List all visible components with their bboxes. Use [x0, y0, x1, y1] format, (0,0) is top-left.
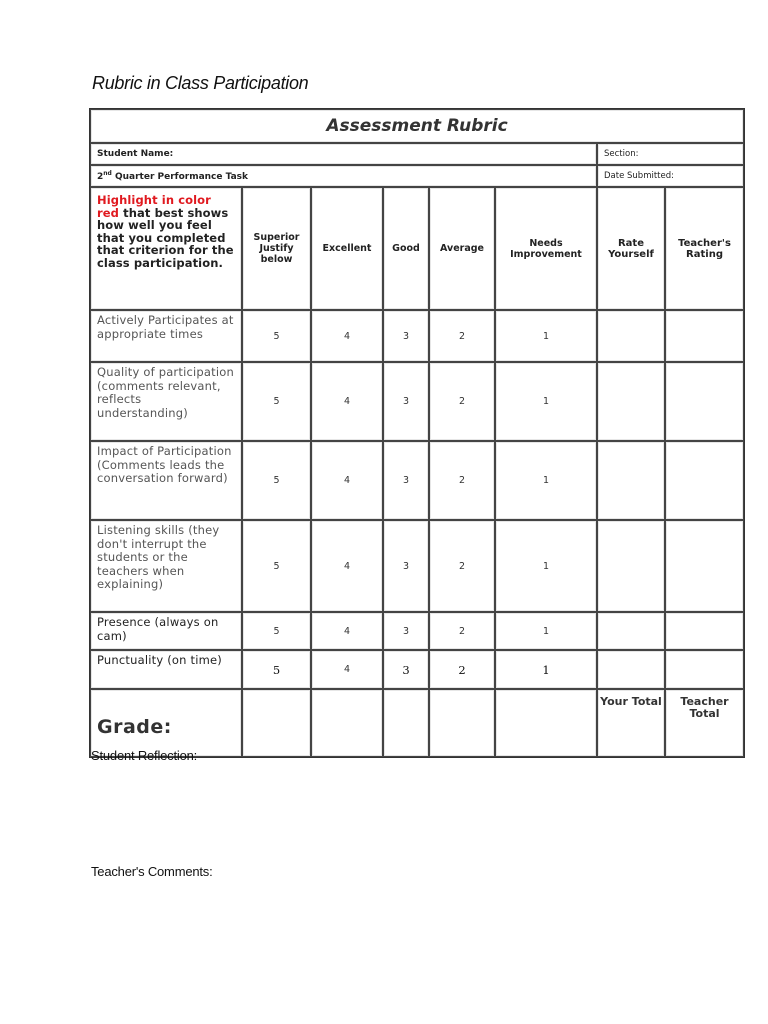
score-good[interactable]: 3: [383, 650, 429, 689]
rate-yourself-cell[interactable]: [597, 441, 665, 520]
score-needs-improvement[interactable]: 1: [495, 310, 597, 362]
header-average: Average: [429, 187, 495, 310]
score-good[interactable]: 3: [383, 310, 429, 362]
header-superior: Superior Justify below: [242, 187, 311, 310]
score-superior[interactable]: 5: [242, 612, 311, 650]
criterion-row: [90, 441, 744, 520]
score-superior[interactable]: 5: [242, 310, 311, 362]
score-excellent[interactable]: 4: [311, 441, 383, 520]
rate-yourself-cell[interactable]: [597, 520, 665, 612]
score-superior[interactable]: 5: [242, 650, 311, 689]
grade-excellent-cell[interactable]: [311, 689, 383, 757]
header-needs-improvement: Needs Improvement: [495, 187, 597, 310]
grade-label: Grade:: [90, 689, 242, 757]
rubric-banner: Assessment Rubric: [90, 109, 744, 143]
your-total-cell[interactable]: Your Total: [597, 689, 665, 757]
criterion-name: Impact of Participation (Comments leads the conversation forward): [90, 441, 242, 520]
criterion-name: Actively Participates at appropriate times: [90, 310, 242, 362]
score-average[interactable]: 2: [429, 310, 495, 362]
student-name-label: Student Name:: [97, 149, 174, 159]
score-needs-improvement[interactable]: 1: [495, 520, 597, 612]
score-needs-improvement[interactable]: 1: [495, 441, 597, 520]
instruction-text: that best shows how well you feel that you completed that criterion for the class participation.: [97, 205, 234, 270]
score-superior[interactable]: 5: [242, 362, 311, 441]
score-good[interactable]: 3: [383, 612, 429, 650]
score-good[interactable]: 3: [383, 441, 429, 520]
score-good[interactable]: 3: [383, 362, 429, 441]
teachers-rating-cell[interactable]: [665, 441, 744, 520]
teachers-rating-cell[interactable]: [665, 650, 744, 689]
assessment-rubric-table: [89, 108, 745, 758]
score-superior[interactable]: 5: [242, 520, 311, 612]
score-average[interactable]: 2: [429, 362, 495, 441]
teachers-comments-label: Teacher's Comments:: [91, 864, 213, 879]
section-label: Section:: [604, 149, 639, 159]
header-good: Good: [383, 187, 429, 310]
document-title: Rubric in Class Participation: [92, 73, 309, 93]
header-excellent: Excellent: [311, 187, 383, 310]
criterion-row: [90, 520, 744, 612]
grade-average-cell[interactable]: [429, 689, 495, 757]
section-field[interactable]: [597, 143, 744, 165]
score-excellent[interactable]: 4: [311, 362, 383, 441]
score-needs-improvement[interactable]: 1: [495, 362, 597, 441]
score-average[interactable]: 2: [429, 520, 495, 612]
header-rate-yourself: Rate Yourself: [597, 187, 665, 310]
rate-yourself-cell[interactable]: [597, 612, 665, 650]
instruction-highlight: Highlight in color red: [97, 193, 211, 220]
criterion-name: Punctuality (on time): [90, 650, 242, 689]
date-submitted-label: Date Submitted:: [604, 171, 674, 181]
grade-good-cell[interactable]: [383, 689, 429, 757]
criterion-row: [90, 362, 744, 441]
score-good[interactable]: 3: [383, 520, 429, 612]
score-average[interactable]: 2: [429, 650, 495, 689]
teachers-rating-cell[interactable]: [665, 310, 744, 362]
criterion-name: Listening skills (they don't interrupt the students or the teachers when explaining): [90, 520, 242, 612]
criterion-row: [90, 310, 744, 362]
header-teachers-rating: Teacher's Rating: [665, 187, 744, 310]
score-excellent[interactable]: 4: [311, 520, 383, 612]
score-average[interactable]: 2: [429, 612, 495, 650]
task-ordinal: nd: [103, 170, 112, 177]
score-average[interactable]: 2: [429, 441, 495, 520]
teacher-total-cell[interactable]: Teacher Total: [665, 689, 744, 757]
teachers-rating-cell[interactable]: [665, 520, 744, 612]
criterion-name: Quality of participation (comments relevant, reflects understanding): [90, 362, 242, 441]
task-title: [90, 165, 597, 187]
score-excellent[interactable]: 4: [311, 650, 383, 689]
date-submitted-field[interactable]: [597, 165, 744, 187]
rate-yourself-cell[interactable]: [597, 310, 665, 362]
criterion-name: Presence (always on cam): [90, 612, 242, 650]
grade-needs-improvement-cell[interactable]: [495, 689, 597, 757]
criterion-row: [90, 650, 744, 689]
score-excellent[interactable]: 4: [311, 310, 383, 362]
grade-row: [90, 689, 744, 757]
score-superior[interactable]: 5: [242, 441, 311, 520]
score-excellent[interactable]: 4: [311, 612, 383, 650]
student-reflection-label: Student Reflection:: [91, 748, 198, 763]
rate-yourself-cell[interactable]: [597, 362, 665, 441]
task-suffix: Quarter Performance Task: [111, 172, 249, 182]
student-name-field[interactable]: [90, 143, 597, 165]
instruction-cell: [90, 187, 242, 310]
task-prefix: 2: [97, 172, 104, 182]
grade-superior-cell[interactable]: [242, 689, 311, 757]
criterion-row: [90, 612, 744, 650]
teachers-rating-cell[interactable]: [665, 612, 744, 650]
rate-yourself-cell[interactable]: [597, 650, 665, 689]
score-needs-improvement[interactable]: 1: [495, 612, 597, 650]
teachers-rating-cell[interactable]: [665, 362, 744, 441]
score-needs-improvement[interactable]: 1: [495, 650, 597, 689]
